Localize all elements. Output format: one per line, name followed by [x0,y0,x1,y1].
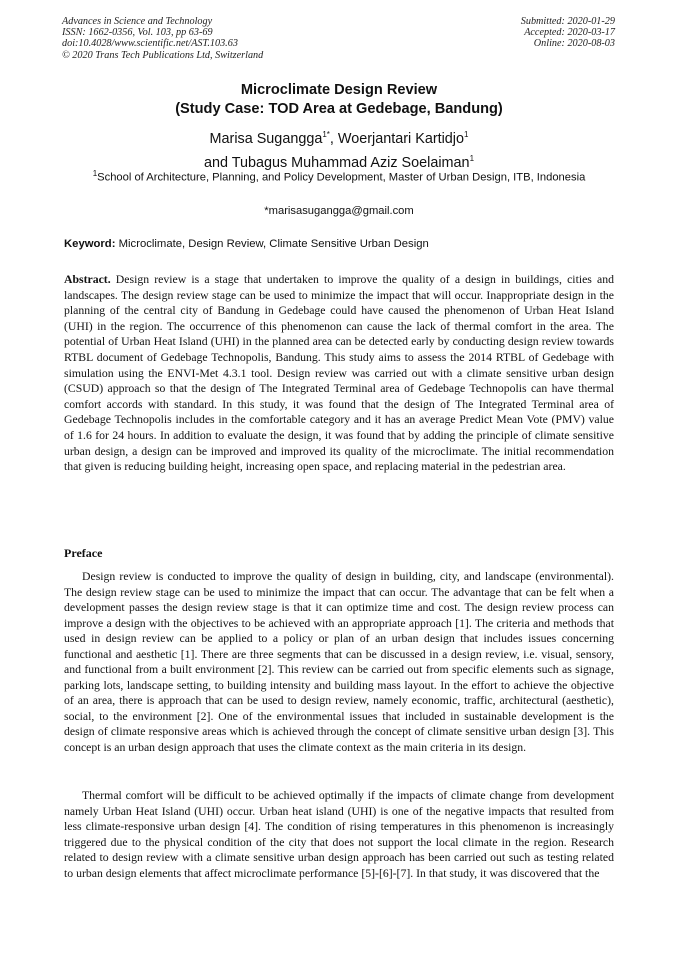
submitted-date: Submitted: 2020-01-29 [520,16,615,27]
title-line-2: (Study Case: TOD Area at Gedebage, Bandung) [175,101,503,117]
affiliation-superscript: 1 [92,169,98,178]
keyword-text: Microclimate, Design Review, Climate Sensitive Urban Design [115,238,429,250]
author-name: Marisa Sugangga [209,130,323,147]
preface-paragraph-1: Design review is conducted to improve the quality of design in building, city, and landscape (environmental). The design review stage can be used to minimize the impact that can occur. The advantage that can be felt when a development passes the design review stage is that it can optimize time and cost. The design review process can improve a design with the objectives to be achieved with an appropriate approach [1]. The criteria and methods that used in design review can be applied to a policy or plan of an urban design that includes issues concerning functional and aesthetic [1]. There are three segments that can be discussed in a design review, i.e. visual, sensory, and functional from a built environment [2]. This review can be carried out from specific elements such as signage, parking lots, landscape setting, to building intensity and building mass layout. In the effort to achieve the objective of an area, there is approach that can be used to design review, namely economic, traffic, architectural (aesthetic), social, to the environment [2]. One of the environmental issues that included in sustainable development is the design of climate responsive areas which is achieved through the concept of climate sensitive urban design [3]. This concept is an urban design approach that uses the climate context as the main criteria in its design. [64,570,614,755]
journal-name: Advances in Science and Technology [62,16,213,27]
abstract [64,272,614,475]
journal-doi: doi:10.4028/www.scientific.net/AST.103.63 [62,38,238,50]
abstract-label: Abstract. [64,273,111,286]
accepted-date: Accepted: 2020-03-17 [524,27,615,39]
author-superscript: 1* [322,130,330,139]
author-name: and Tubagus Muhammad Aziz Soelaiman [203,154,470,171]
author-line-1 [0,125,678,149]
affiliation [80,166,598,186]
online-date: Online: 2020-08-03 [533,38,615,50]
keywords [64,238,624,250]
journal-issn: ISSN: 1662-0356, Vol. 103, pp 63-69 [62,27,213,39]
affiliation-text: School of Architecture, Planning, and Policy Development, Master of Urban Design, ITB, Indonesia [97,171,586,184]
author-superscript: 1 [464,130,469,139]
submission-dates [521,16,615,50]
keyword-label: Keyword: [64,238,116,250]
author-superscript: 1 [469,153,475,163]
abstract-text: Design review is a stage that undertaken to improve the quality of a design in buildings, cities and landscapes. The design review stage can be used to minimize the impact that will occur. Inappropriate design in the planning of the central city of Bandung in Gedebage could have caused the phenomenon of Urban Heat Island (UHI) in the region. The occurrence of this phenomenon can cause the lack of thermal comfort in the area. The potential of Urban Heat Island (UHI) in the planned area can be detected early by conducting design review towards RTBL document of Gedebage Technopolis, Bandung. This study aims to assess the 2014 RTBL of Gedebage with simulation using the ENVI-Met 4.3.1 tool. Design review was carried out with a climate sensitive urban design (CSUD) approach so that the design of The Integrated Terminal area of Gedebage Technopolis can have thermal comfort accords with standard. In this study, it was found that the design of The Integrated Terminal area of Gedebage Technopolis includes in the comfortable category and it has an average Predict Mean Vote (PMV) value of 1.6 for 24 hours. In addition to evaluate the design, it was found that by adding the principle of climate sensitive urban design, a design can be improved and improved its quality of the microclimate. The initial recommendation that given is reducing building height, increasing open space, and replacing material in the pedestrian area. [64,273,614,474]
corresponding-email: *marisasugangga@gmail.com [264,205,414,217]
section-heading-preface: Preface [64,546,103,560]
title-line-1: Microclimate Design Review [240,82,438,98]
paper-title [0,81,678,119]
author-name: , Woerjantari Kartidjo [329,130,465,147]
journal-copyright: © 2020 Trans Tech Publications Ltd, Switzerland [62,49,264,61]
preface-paragraph-2: Thermal comfort will be difficult to be achieved optimally if the impacts of climate change from development namely Urban Heat Island (UHI) occur. Urban heat island (UHI) is one of the negative impacts that resulted from less climate-responsive urban design [4]. The condition of rising temperatures in this phenomenon is increasingly triggered due to the physical condition of the city that does not support the local climate in the region. Research related to design review with a climate sensitive urban design approach has been carried out such as testing related to urban design elements that affect microclimate performance [5]-[6]-[7]. In that study, it was discovered that the [64,789,614,880]
journal-info [62,16,263,61]
